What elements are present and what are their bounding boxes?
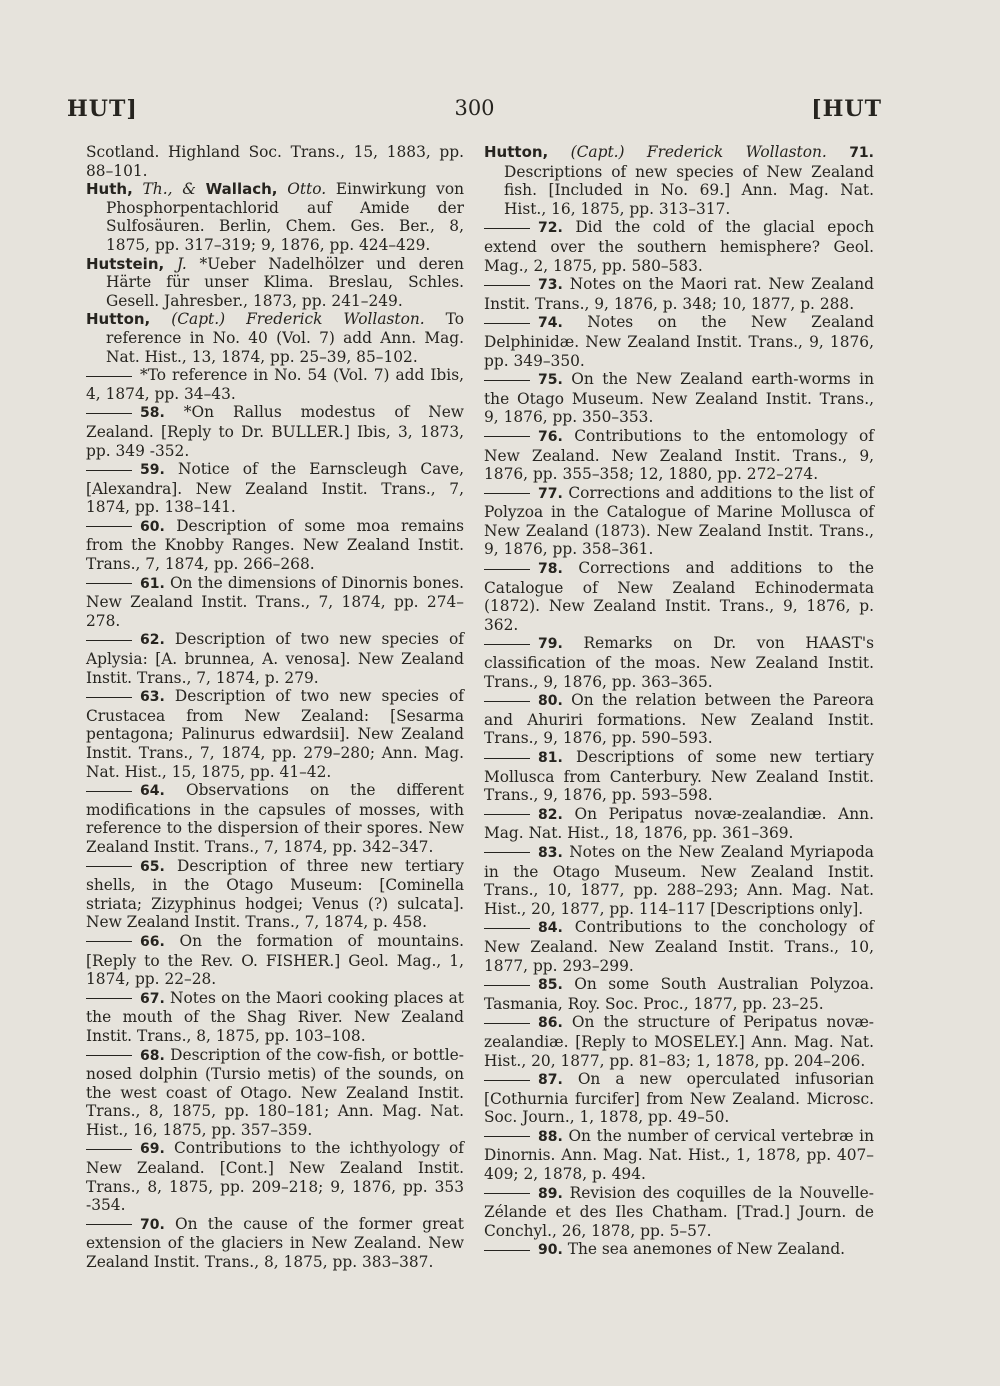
entry-number: 69. bbox=[140, 1141, 165, 1158]
entry-number: 70. bbox=[140, 1216, 165, 1233]
entry-text: On a new operculated infusorian [Cothurnia furcifer] from New Zealand. Microsc. Soc. Journ., 1, 1878, pp. 49–50. bbox=[484, 1070, 874, 1127]
ditto-rule bbox=[86, 1224, 132, 1225]
bibliography-entry bbox=[86, 574, 464, 631]
bibliography-entry bbox=[86, 932, 464, 989]
bibliography-entry bbox=[86, 255, 464, 311]
bibliography-entry bbox=[86, 517, 464, 574]
entry-text: Notes on the New Zealand Delphinidæ. New Zealand Instit. Trans., 9, 1876, pp. 349–350. bbox=[484, 313, 874, 370]
bibliography-entry bbox=[86, 180, 464, 254]
running-header bbox=[67, 96, 882, 126]
entry-number: 76. bbox=[538, 428, 563, 445]
entry-number: 79. bbox=[538, 636, 563, 653]
bibliography-entry bbox=[484, 143, 874, 218]
entry-number: 86. bbox=[538, 1015, 563, 1032]
entry-text: Remarks on Dr. von HAAST's classification of the moas. New Zealand Instit. Trans., 9, 1876, pp. 363–365. bbox=[484, 634, 874, 691]
entry-number: 87. bbox=[538, 1072, 563, 1089]
bibliography-entry bbox=[86, 857, 464, 932]
ditto-rule bbox=[484, 323, 530, 324]
coauthor-forename: Otto. bbox=[287, 180, 327, 199]
left-column bbox=[86, 143, 464, 1272]
ditto-rule bbox=[484, 758, 530, 759]
ditto-rule bbox=[484, 1023, 530, 1024]
bibliography-entry bbox=[484, 1240, 874, 1260]
ditto-rule bbox=[484, 1080, 530, 1081]
ditto-rule bbox=[484, 814, 530, 815]
bibliography-entry bbox=[484, 427, 874, 484]
entry-text: Observations on the different modifications in the capsules of mosses, with reference to the dispersion of their spores. New Zealand Instit. Trans., 7, 1874, pp. 342–347. bbox=[86, 781, 464, 856]
bibliography-entry bbox=[484, 634, 874, 691]
author-surname: Hutton, bbox=[86, 310, 151, 329]
entry-text: On the structure of Peripatus novæ-zealandiæ. [Reply to MOSELEY.] Ann. Mag. Nat. Hist., 20, 1877, pp. 81–83; 1, 1878, pp. 204–206. bbox=[484, 1013, 874, 1070]
ditto-rule bbox=[484, 701, 530, 702]
entry-text: Contributions to the conchology of New Zealand. New Zealand Instit. Trans., 10, 1877, pp. 293–299. bbox=[484, 918, 874, 975]
bibliography-entry bbox=[484, 370, 874, 427]
entry-number: 65. bbox=[140, 858, 165, 875]
right-column bbox=[484, 143, 874, 1260]
entry-number: 75. bbox=[538, 372, 563, 389]
ditto-rule bbox=[86, 791, 132, 792]
author-forename: (Capt.) Frederick Wollaston. bbox=[171, 310, 425, 329]
entry-text: Description of two new species of Crustacea from New Zealand: [Sesarma pentagona; Palinurus edwardsii]. New Zealand Instit. Trans., 7, 1874, pp. 279–280; Ann. Mag. Nat. Hist., 15, 1875, pp. 41–42. bbox=[86, 687, 464, 781]
entry-number: 78. bbox=[538, 561, 563, 578]
ditto-rule bbox=[484, 1136, 530, 1137]
entry-text: Did the cold of the glacial epoch extend over the southern hemisphere? Geol. Mag., 2, 1875, pp. 580–583. bbox=[484, 218, 874, 275]
entry-number: 74. bbox=[538, 315, 563, 332]
entry-number: 73. bbox=[538, 277, 563, 294]
entry-text: Notes on the New Zealand Myriapoda in the Otago Museum. New Zealand Instit. Trans., 10, 1877, pp. 288–293; Ann. Mag. Nat. Hist., 20, 1877, pp. 114–117 [Descriptions only]. bbox=[484, 842, 874, 918]
entry-number: 85. bbox=[538, 977, 563, 994]
entry-number: 63. bbox=[140, 689, 165, 706]
ditto-rule bbox=[86, 376, 132, 377]
author-forename: J. bbox=[176, 254, 187, 273]
coauthor-surname: Wallach, bbox=[205, 180, 278, 199]
entry-text: On some South Australian Polyzoa. Tasmania, Roy. Soc. Proc., 1877, pp. 23–25. bbox=[484, 975, 874, 1013]
bibliography-entry bbox=[484, 805, 874, 843]
ditto-rule bbox=[86, 697, 132, 698]
entry-text: Contributions to the entomology of New Zealand. New Zealand Instit. Trans., 9, 1876, pp. 355–358; 12, 1880, pp. 272–274. bbox=[484, 426, 874, 484]
ditto-rule bbox=[484, 285, 530, 286]
ditto-rule bbox=[86, 526, 132, 527]
bibliography-entry bbox=[484, 559, 874, 634]
ditto-rule bbox=[484, 436, 530, 437]
entry-text: Notice of the Earnscleugh Cave, [Alexandra]. New Zealand Instit. Trans., 7, 1874, pp. 138–141. bbox=[86, 460, 464, 517]
entry-text: Notes on the Maori cooking places at the mouth of the Shag River. New Zealand Instit. Trans., 8, 1875, pp. 103–108. bbox=[86, 988, 464, 1045]
entry-number: 68. bbox=[140, 1047, 165, 1064]
entry-number: 82. bbox=[538, 806, 563, 823]
ditto-rule bbox=[86, 583, 132, 584]
entry-text: To reference in No. 40 (Vol. 7) add Ann. Mag. Nat. Hist., 13, 1874, pp. 25–39, 85–102. bbox=[106, 310, 464, 366]
author-forename: (Capt.) Frederick Wollaston. bbox=[570, 143, 827, 161]
bibliography-entry bbox=[86, 366, 464, 403]
entry-number: 62. bbox=[140, 632, 165, 649]
bibliography-entry bbox=[86, 460, 464, 517]
entry-number: 80. bbox=[538, 693, 563, 710]
ditto-rule bbox=[484, 380, 530, 381]
entry-number: 59. bbox=[140, 462, 165, 479]
entry-number: 60. bbox=[140, 518, 165, 535]
entry-number: 88. bbox=[538, 1128, 563, 1145]
ditto-rule bbox=[484, 985, 530, 986]
entry-number: 72. bbox=[538, 220, 563, 237]
entry-text: Corrections and additions to the Catalogue of New Zealand Echinodermata (1872). New Zealand Instit. Trans., 9, 1876, p. 362. bbox=[484, 559, 874, 634]
ditto-rule bbox=[86, 941, 132, 942]
entry-text: The sea anemones of New Zealand. bbox=[567, 1240, 846, 1259]
entry-number: 89. bbox=[538, 1185, 563, 1202]
bibliography-entry bbox=[484, 1184, 874, 1241]
ditto-rule bbox=[86, 413, 132, 414]
bibliography-entry bbox=[484, 1127, 874, 1184]
entry-number: 61. bbox=[140, 575, 165, 592]
entry-number: 81. bbox=[538, 750, 563, 766]
entry-text: Contributions to the ichthyology of New Zealand. [Cont.] New Zealand Instit. Trans., 8, 1875, pp. 209–218; 9, 1876, pp. 353 -354. bbox=[86, 1139, 464, 1215]
entry-text: Description of two new species of Aplysia: [A. brunnea, A. venosa]. New Zealand Instit. Trans., 7, 1874, p. 279. bbox=[86, 630, 464, 687]
entry-text: Corrections and additions to the list of Polyzoa in the Catalogue of Marine Mollusca of New Zealand (1873). New Zealand Instit. Trans., 9, 1876, pp. 358–361. bbox=[484, 483, 874, 559]
entry-number: 66. bbox=[140, 933, 165, 950]
bibliography-entry bbox=[484, 313, 874, 370]
ditto-rule bbox=[86, 866, 132, 867]
entry-text: *On Rallus modestus of New Zealand. [Reply to Dr. BULLER.] Ibis, 3, 1873, pp. 349 -352. bbox=[86, 403, 464, 460]
bibliography-entry bbox=[484, 843, 874, 918]
bibliography-entry bbox=[86, 687, 464, 781]
entry-text: Description of three new tertiary shells, in the Otago Museum: [Cominella striata; Zizyphinus hodgei; Venus (?) sulcata]. New Zealand Instit. Trans., 7, 1874, p. 458. bbox=[86, 856, 464, 932]
page-number: 300 bbox=[454, 96, 495, 120]
entry-text: Descriptions of some new tertiary Mollusca from Canterbury. New Zealand Instit. Trans., 9, 1876, pp. 593–598. bbox=[484, 748, 874, 805]
entry-text: On the New Zealand earth-worms in the Otago Museum. New Zealand Instit. Trans., 9, 1876, pp. 350–353. bbox=[484, 370, 874, 427]
author-surname: Huth, bbox=[86, 180, 133, 199]
entry-text: *Ueber Nadelhölzer und deren Härte für unser Klima. Breslau, Schles. Gesell. Jahresber., 1873, pp. 241–249. bbox=[106, 254, 464, 310]
author-surname: Hutstein, bbox=[86, 254, 165, 273]
author-surname: Hutton, bbox=[484, 143, 549, 161]
bibliography-entry bbox=[86, 1215, 464, 1272]
bibliography-entry bbox=[484, 275, 874, 313]
entry-number: 64. bbox=[140, 783, 165, 800]
ditto-rule bbox=[86, 1055, 132, 1056]
bibliography-entry bbox=[484, 975, 874, 1013]
ditto-rule bbox=[484, 569, 530, 570]
entry-text: Scotland. Highland Soc. Trans., 15, 1883, pp. 88–101. bbox=[86, 143, 464, 180]
ditto-rule bbox=[86, 640, 132, 641]
bibliography-entry bbox=[86, 630, 464, 687]
entry-number: 58. bbox=[140, 405, 165, 422]
entry-text: On the relation between the Pareora and Ahuriri formations. New Zealand Instit. Trans., 9, 1876, pp. 590–593. bbox=[484, 691, 874, 748]
bibliography-entry bbox=[86, 310, 464, 366]
entry-number: 83. bbox=[538, 844, 563, 861]
bibliography-entry bbox=[484, 218, 874, 275]
ditto-rule bbox=[484, 1193, 530, 1194]
bibliography-entry bbox=[484, 1070, 874, 1127]
bibliography-entry bbox=[86, 781, 464, 856]
ditto-rule bbox=[484, 644, 530, 645]
bibliography-entry bbox=[86, 989, 464, 1046]
bibliography-entry bbox=[484, 748, 874, 805]
ditto-rule bbox=[86, 998, 132, 999]
entry-number: 67. bbox=[140, 990, 165, 1007]
bibliography-entry bbox=[484, 691, 874, 748]
entry-number: 71. bbox=[849, 145, 874, 161]
bibliography-entry bbox=[86, 1046, 464, 1140]
header-right: [HUT bbox=[811, 96, 882, 122]
ditto-rule bbox=[484, 928, 530, 929]
entry-text: Einwirkung von Phosphorpentachlorid auf Amide der Sulfosäuren. Berlin, Chem. Ges. Ber., 8, 1875, pp. 317–319; 9, 1876, pp. 424–429. bbox=[106, 180, 464, 254]
header-left: HUT] bbox=[67, 96, 138, 122]
entry-text: Description of some moa remains from the Knobby Ranges. New Zealand Instit. Trans., 7, 1874, pp. 266–268. bbox=[86, 516, 464, 574]
entry-text: On the dimensions of Dinornis bones. New Zealand Instit. Trans., 7, 1874, pp. 274–278. bbox=[86, 573, 464, 630]
ditto-rule bbox=[484, 1250, 530, 1251]
entry-text: On Peripatus novæ-zealandiæ. Ann. Mag. Nat. Hist., 18, 1876, pp. 361–369. bbox=[484, 804, 874, 843]
entry-number: 84. bbox=[538, 920, 563, 937]
entry-number: 77. bbox=[538, 485, 563, 502]
entry-number: 90. bbox=[538, 1242, 563, 1259]
bibliography-entry bbox=[86, 143, 464, 180]
bibliography-entry bbox=[484, 918, 874, 975]
entry-text: *To reference in No. 54 (Vol. 7) add Ibis, 4, 1874, pp. 34–43. bbox=[86, 366, 464, 403]
author-forename: Th., & bbox=[142, 180, 206, 199]
entry-text: On the cause of the former great extension of the glaciers in New Zealand. New Zealand Instit. Trans., 8, 1875, pp. 383–387. bbox=[86, 1214, 464, 1272]
bibliography-entry bbox=[86, 403, 464, 460]
bibliography-entry bbox=[484, 484, 874, 559]
entry-text: Revision des coquilles de la Nouvelle-Zélande et des Iles Chatham. [Trad.] Journ. de Conchyl., 26, 1878, pp. 5–57. bbox=[484, 1183, 874, 1240]
bibliography-entry bbox=[86, 1139, 464, 1214]
ditto-rule bbox=[86, 1149, 132, 1150]
ditto-rule bbox=[484, 852, 530, 853]
bibliography-entry bbox=[484, 1013, 874, 1070]
ditto-rule bbox=[484, 228, 530, 229]
entry-text: On the formation of mountains. [Reply to the Rev. O. FISHER.] Geol. Mag., 1, 1874, pp. 22–28. bbox=[86, 931, 464, 989]
ditto-rule bbox=[86, 470, 132, 471]
entry-text: Notes on the Maori rat. New Zealand Instit. Trans., 9, 1876, p. 348; 10, 1877, p. 288. bbox=[484, 275, 874, 313]
entry-text: Descriptions of new species of New Zealand fish. [Included in No. 69.] Ann. Mag. Nat. Hist., 16, 1875, pp. 313–317. bbox=[504, 162, 874, 218]
entry-text: Description of the cow-fish, or bottle-nosed dolphin (Tursio metis) of the sounds, on the west coast of Otago. New Zealand Instit. Trans., 8, 1875, pp. 180–181; Ann. Mag. Nat. Hist., 16, 1875, pp. 357–359. bbox=[86, 1045, 464, 1139]
ditto-rule bbox=[484, 493, 530, 494]
entry-text: On the number of cervical vertebræ in Dinornis. Ann. Mag. Nat. Hist., 1, 1878, pp. 407–409; 2, 1878, p. 494. bbox=[484, 1126, 874, 1184]
